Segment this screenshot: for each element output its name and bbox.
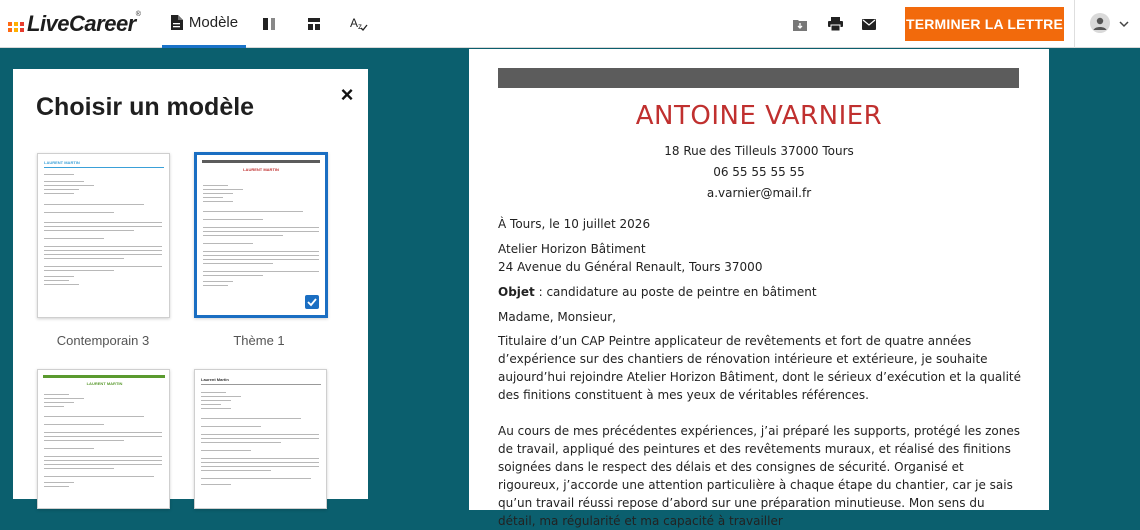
template-preview-line <box>44 424 104 425</box>
template-preview-line <box>44 181 84 182</box>
template-preview-bar <box>43 375 165 378</box>
template-preview-line <box>201 438 319 439</box>
letter-sender-email[interactable]: a.varnier@mail.fr <box>706 186 812 200</box>
template-preview-line <box>44 402 74 403</box>
letter-sender-phone[interactable]: 06 55 55 55 55 <box>713 165 805 179</box>
template-caption: Contemporain 3 <box>56 333 150 348</box>
tab-modele-label: Modèle <box>188 14 239 31</box>
email-button[interactable] <box>858 0 880 48</box>
template-preview-line <box>44 448 94 449</box>
template-preview-line <box>201 408 231 409</box>
letter-salutation[interactable]: Madame, Monsieur, <box>498 310 617 324</box>
email-icon <box>862 19 876 30</box>
template-chooser-panel <box>13 69 368 499</box>
template-preview-line <box>44 460 162 461</box>
template-preview-line <box>44 185 94 186</box>
template-preview-line <box>201 400 231 401</box>
template-preview-line <box>203 197 223 198</box>
selected-checkbox[interactable] <box>305 295 319 309</box>
template-preview-line <box>201 396 241 397</box>
template-preview-line <box>44 238 104 239</box>
template-preview-line <box>44 398 84 399</box>
template-preview-line <box>44 270 114 271</box>
template-preview-line <box>44 266 162 267</box>
template-preview-line <box>203 219 263 220</box>
finish-letter-button[interactable]: TERMINER LA LETTRE <box>905 7 1064 41</box>
template-preview-line <box>44 394 69 395</box>
template-preview-line <box>44 482 74 483</box>
template-preview-line <box>44 284 79 285</box>
template-preview-line <box>44 246 162 247</box>
template-preview-line <box>203 255 319 256</box>
template-preview-line <box>201 466 319 467</box>
letter-subject-text: : candidature au poste de peintre en bâtiment <box>534 285 817 299</box>
template-preview-line <box>201 470 271 471</box>
template-preview-line <box>44 174 74 175</box>
template-preview-line <box>203 281 233 282</box>
template-preview-line <box>201 462 319 463</box>
panel-title: Choisir un modèle <box>36 93 255 121</box>
template-preview-line <box>203 185 228 186</box>
template-preview-line <box>44 254 162 255</box>
template-preview-line <box>203 285 228 286</box>
template-preview-line <box>203 227 319 228</box>
template-preview-line <box>201 434 319 435</box>
livecareer-logo[interactable] <box>8 11 140 37</box>
template-preview-line <box>44 468 114 469</box>
logo-dots <box>8 22 24 32</box>
letter-date[interactable]: À Tours, le 10 juillet 2026 <box>498 217 651 231</box>
template-preview-line <box>44 230 134 231</box>
template-thumbnail-theme-1[interactable] <box>194 152 328 318</box>
template-preview-line <box>203 243 253 244</box>
close-icon[interactable]: × <box>340 82 354 107</box>
template-preview-name: LAURENT MARTIN <box>86 381 123 386</box>
template-preview-line <box>44 280 69 281</box>
letter-recipient-address[interactable]: 24 Avenue du Général Renault, Tours 37000 <box>498 260 763 274</box>
design-button[interactable] <box>258 0 280 48</box>
template-preview-line <box>203 263 273 264</box>
template-preview-line <box>44 486 69 487</box>
letter-paragraph-1[interactable]: Titulaire d’un CAP Peintre applicateur de revêtements et fort de quatre années d’expérience sur des chantiers de rénovation intérieure et extérieure, je souhaite aujourd’hui rejoindre Atelier Horizon Bâtiment, dont le sérieux d’exécution et la qualité des finitions constituent à mes yeux de véritables références. <box>498 334 1022 402</box>
template-preview-line <box>201 484 231 485</box>
template-preview-line <box>44 250 162 251</box>
template-preview-line <box>44 189 79 190</box>
print-icon <box>828 17 843 31</box>
template-preview-line <box>203 193 233 194</box>
template-preview-line <box>44 226 162 227</box>
letter-header-bar <box>498 68 1019 88</box>
template-preview-line <box>44 436 162 437</box>
template-preview-line <box>203 271 319 272</box>
letter-sender-name[interactable]: ANTOINE VARNIER <box>635 101 883 131</box>
letter-document[interactable] <box>469 49 1049 528</box>
template-preview-line <box>203 275 263 276</box>
tab-modele[interactable] <box>162 0 246 48</box>
spellcheck-button[interactable] <box>346 0 372 48</box>
svg-text:z: z <box>358 22 362 31</box>
template-preview-line <box>203 189 243 190</box>
download-icon <box>793 18 807 31</box>
top-toolbar <box>0 0 1140 48</box>
layout-button[interactable] <box>303 0 325 48</box>
template-preview-line <box>44 464 162 465</box>
letter-paragraph-2[interactable]: Au cours de mes précédentes expériences, j’ai préparé les supports, protégé les zones de travail, appliqué des peintures et des revêtements muraux, et réalisé des finitions soignées dans le respect des délais et des consignes de sécurité. Organisé et rigoureux, j’accorde une attention particulière à chaque étape du chantier, car je sais qu’un travail réussi repose d’abord sur une préparation minutieuse. Mon sens du détail, ma régularité et ma capacité à travailler <box>498 424 1021 528</box>
template-preview-line <box>203 211 303 212</box>
template-preview-line <box>44 222 162 223</box>
template-preview-line <box>201 426 261 427</box>
letter-subject[interactable] <box>498 283 1023 301</box>
avatar-icon <box>1090 13 1110 33</box>
template-caption: Thème 1 <box>233 333 285 348</box>
template-preview-line <box>44 432 162 433</box>
chevron-down-icon <box>1119 14 1129 32</box>
template-thumbnail-green[interactable] <box>37 369 170 509</box>
document-icon <box>170 15 183 30</box>
checkmark-icon <box>305 295 319 309</box>
template-preview-line <box>44 212 114 213</box>
letter-sender-address[interactable]: 18 Rue des Tilleuls 37000 Tours <box>664 144 854 158</box>
template-preview-line <box>203 251 319 252</box>
account-menu[interactable] <box>1090 12 1135 34</box>
download-button[interactable] <box>789 0 811 48</box>
letter-subject-label: Objet <box>498 285 535 299</box>
template-preview-line <box>201 442 281 443</box>
template-preview-line <box>44 440 124 441</box>
template-preview-name: LAURENT MARTIN <box>44 160 80 165</box>
template-preview-line <box>201 450 251 451</box>
template-preview-line <box>203 259 319 260</box>
template-preview-line <box>203 201 233 202</box>
logo-text: LiveCareer® <box>27 11 141 36</box>
template-preview-line <box>201 418 301 419</box>
template-thumbnail-contemporain-3[interactable] <box>37 153 170 318</box>
template-preview-name: Laurent Martin <box>201 377 229 382</box>
template-preview-line <box>44 476 154 477</box>
template-preview-bar <box>202 160 320 163</box>
template-preview-line <box>201 404 221 405</box>
template-preview-name: LAURENT MARTIN <box>243 167 279 172</box>
template-preview-line <box>44 276 74 277</box>
design-icon <box>262 17 276 31</box>
template-preview-line <box>201 392 226 393</box>
template-preview-line <box>201 458 319 459</box>
print-button[interactable] <box>824 0 846 48</box>
layout-icon <box>307 17 321 31</box>
template-preview-line <box>203 235 283 236</box>
template-preview-line <box>44 406 64 407</box>
toolbar-divider <box>1074 0 1075 48</box>
spellcheck-icon <box>349 16 369 32</box>
svg-text:A: A <box>350 16 359 30</box>
template-preview-line <box>44 258 124 259</box>
template-preview-line <box>44 204 144 205</box>
template-preview-line <box>44 456 162 457</box>
template-thumbnail-classic[interactable] <box>194 369 327 509</box>
template-preview-line <box>44 193 74 194</box>
template-preview-line <box>203 231 319 232</box>
letter-recipient-company[interactable]: Atelier Horizon Bâtiment <box>498 242 646 256</box>
template-preview-rule <box>44 167 164 168</box>
template-preview-line <box>44 416 144 417</box>
template-preview-line <box>201 478 311 479</box>
template-preview-rule <box>201 384 321 385</box>
